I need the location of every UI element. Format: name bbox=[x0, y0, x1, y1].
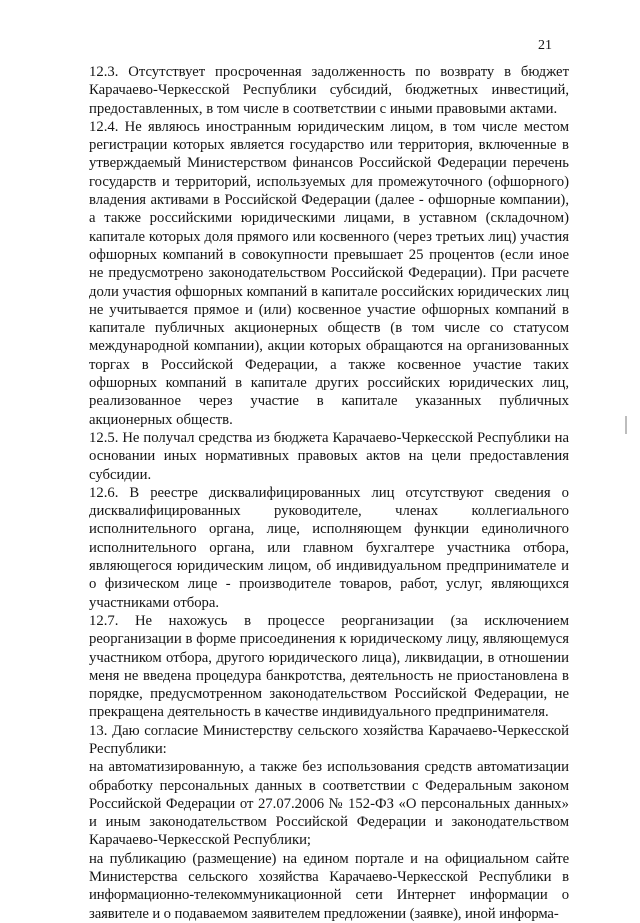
clause-12-5: 12.5. Не получал средства из бюджета Карачаево-Черкесской Республики на основании иных нормативных правовых актов на цели предоставления субсидии. bbox=[89, 429, 569, 483]
clause-12-6: 12.6. В реестре дисквалифицированных лиц отсутствуют сведения о дисквалифицированных руководителе, членах коллегиального исполнительного органа, лице, исполняющем функции единоличного исполнительного органа, или главном бухгалтере участника отбора, являющегося юридическим лицом, об индивидуальном предпринимателе и о физическом лице - производителе товаров, работ, услуг, являющихся участниками отбора. bbox=[89, 484, 569, 611]
margin-mark bbox=[625, 416, 627, 434]
clause-12-7: 12.7. Не нахожусь в процессе реорганизации (за исключением реорганизации в форме присоединения к юридическому лицу, являющемуся участником отбора, другого юридического лица), ликвидации, в отношении меня не введена процедура банкротства, деятельность не приостановлена в порядке, предусмотренном законодательством Российской Федерации, не прекращена деятельность в качестве индивидуального предпринимателя. bbox=[89, 612, 569, 721]
clause-13: 13. Даю согласие Министерству сельского хозяйства Карачаево-Черкесской Республики: bbox=[89, 722, 569, 757]
clause-12-4: 12.4. Не являюсь иностранным юридическим лицом, в том числе местом регистрации которых является государство или территория, включенные в утверждаемый Министерством финансов Российской Федерации перечень государств и территорий, используемых для промежуточного (офшорного) владения активами в Российской Федерации (далее - офшорные компании), а также российскими юридическими лицами, в уставном (складочном) капитале которых доля прямого или косвенного (через третьих лиц) участия офшорных компаний в совокупности превышает 25 процентов (если иное не предусмотрено законодательством Российской Федерации). При расчете доли участия офшорных компаний в капитале российских юридических лиц не учитывается прямое и (или) косвенное участие офшорных компаний в капитале публичных акционерных обществ (в том числе со статусом международной компании), акции которых обращаются на организованных торгах в Российской Федерации, а также косвенное участие таких офшорных компаний в капитале других российских юридических лиц, реализованное через участие в капитале указанных публичных акционерных обществ. bbox=[89, 118, 569, 428]
clause-12-3: 12.3. Отсутствует просроченная задолженность по возврату в бюджет Карачаево-Черкесской Республики субсидий, бюджетных инвестиций, предоставленных, в том числе в соответствии с иными правовыми актами. bbox=[89, 64, 569, 117]
document-body bbox=[89, 63, 569, 923]
page-number: 21 bbox=[538, 38, 552, 53]
consent-processing: на автоматизированную, а также без использования средств автоматизации обработку персональных данных в соответствии с Федеральным законом Российской Федерации от 27.07.2006 № 152-ФЗ «О персональных данных» и иным законодательством Российской Федерации и законодательством Карачаево-Черкесской Республики; bbox=[89, 759, 569, 849]
consent-publication: на публикацию (размещение) на едином портале и на официальном сайте Министерства сельского хозяйства Карачаево-Черкесской Республики в информационно-телекоммуникационной сети Интернет информации о заявителе и о подаваемом заявителем предложении (заявке), иной информа- bbox=[89, 850, 569, 922]
